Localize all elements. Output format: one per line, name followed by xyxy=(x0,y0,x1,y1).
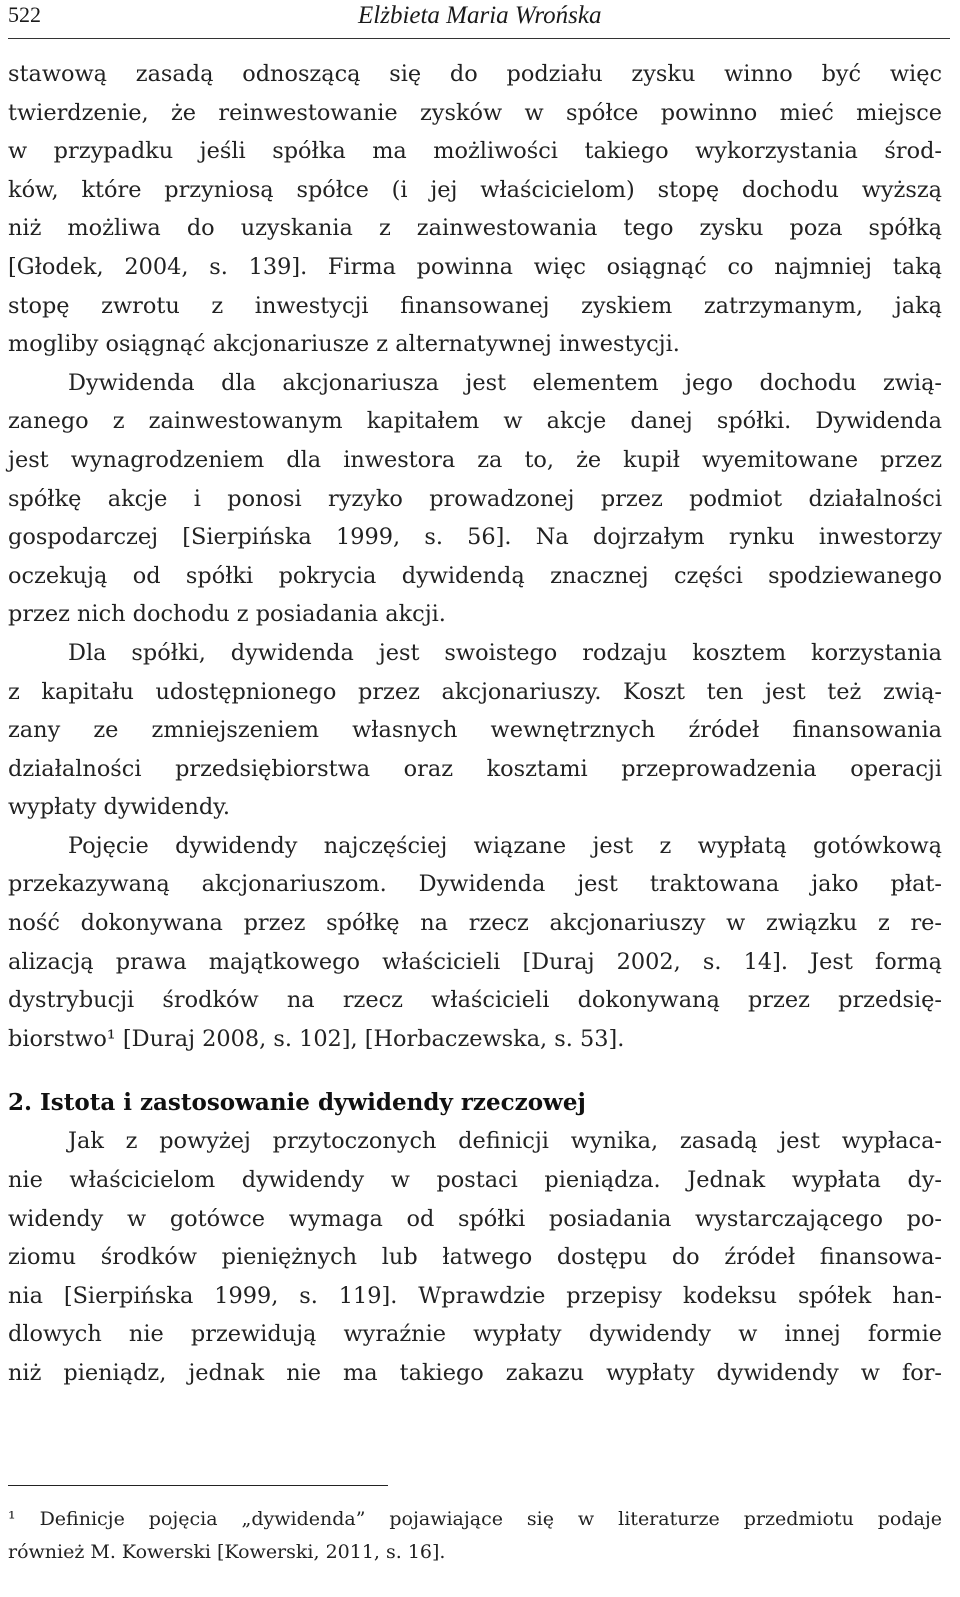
body-text xyxy=(8,55,942,1393)
text-line: Dla spółki, dywidenda jest swoistego rodzaju kosztem korzystania xyxy=(68,639,942,666)
text-line: spółkę akcje i ponosi ryzyko prowadzonej przez podmiot działalności xyxy=(8,485,942,512)
text-line: Dywidenda dla akcjonariusza jest elementem jego dochodu zwią- xyxy=(68,369,942,396)
text-line: działalności przedsiębiorstwa oraz kosztami przeprowadzenia operacji xyxy=(8,755,942,782)
text-line: ziomu środków pieniężnych lub łatwego dostępu do źródeł finansowa- xyxy=(8,1244,942,1271)
text-line: widendy w gotówce wymaga od spółki posiadania wystarczającego po- xyxy=(8,1205,942,1232)
text-line: Jak z powyżej przytoczonych definicji wynika, zasadą jest wypłaca- xyxy=(68,1128,942,1155)
text-line: dlowych nie przewidują wyraźnie wypłaty dywidendy w innej formie xyxy=(8,1321,942,1348)
footnote-line: ¹ Definicje pojęcia „dywidenda” pojawiające się w literaturze przedmiotu podaje xyxy=(8,1508,942,1530)
paragraph xyxy=(8,827,942,1059)
text-line: z kapitału udostępnionego przez akcjonariuszy. Koszt ten jest też zwią- xyxy=(8,678,942,705)
text-line: wypłaty dywidendy. xyxy=(8,794,230,821)
footnote-divider xyxy=(8,1485,388,1486)
paragraph xyxy=(8,55,942,364)
text-line: oczekują od spółki pokrycia dywidendą znacznej części spodziewanego xyxy=(8,562,942,589)
text-line: mogliby osiągnąć akcjonariusze z alternatywnej inwestycji. xyxy=(8,331,680,358)
text-line: w przypadku jeśli spółka ma możliwości takiego wykorzystania środ- xyxy=(8,138,942,165)
footnote xyxy=(8,1503,942,1569)
page-number: 522 xyxy=(8,2,41,27)
text-line: niż pieniądz, jednak nie ma takiego zakazu wypłaty dywidendy w for- xyxy=(8,1360,942,1386)
text-line: alizacją prawa majątkowego właścicieli [Duraj 2002, s. 14]. Jest formą xyxy=(8,948,942,975)
text-line: Pojęcie dywidendy najczęściej wiązane jest z wypłatą gotówkową xyxy=(68,832,942,859)
text-line: [Głodek, 2004, s. 139]. Firma powinna więc osiągnąć co najmniej taką xyxy=(8,253,942,280)
text-line: dystrybucji środków na rzecz właścicieli dokonywaną przez przedsię- xyxy=(8,987,942,1014)
text-line: przez nich dochodu z posiadania akcji. xyxy=(8,601,446,628)
text-line: stawową zasadą odnoszącą się do podziału zysku winno być więc xyxy=(8,61,942,87)
paragraph xyxy=(8,634,942,827)
text-line: nie właścicielom dywidendy w postaci pieniądza. Jednak wypłata dy- xyxy=(8,1167,942,1194)
text-line: ków, które przyniosą spółce (i jej właścicielom) stopę dochodu wyższą xyxy=(8,176,942,203)
text-line: zanego z zainwestowanym kapitałem w akcje danej spółki. Dywidenda xyxy=(8,408,942,435)
text-line: stopę zwrotu z inwestycji finansowanej zyskiem zatrzymanym, jaką xyxy=(8,292,942,319)
text-line: przekazywaną akcjonariuszom. Dywidenda jest traktowana jako płat- xyxy=(8,871,942,898)
text-line: biorstwo¹ [Duraj 2008, s. 102], [Horbaczewska, s. 53]. xyxy=(8,1025,625,1052)
section xyxy=(8,1084,942,1392)
section-heading: 2. Istota i zastosowanie dywidendy rzeczowej xyxy=(8,1089,586,1117)
text-line: jest wynagrodzeniem dla inwestora za to, że kupił wyemitowane przez xyxy=(8,446,942,473)
text-line: zany ze zmniejszeniem własnych wewnętrznych źródeł finansowania xyxy=(8,717,942,744)
text-line: ność dokonywana przez spółkę na rzecz akcjonariuszy w związku z re- xyxy=(8,910,942,937)
running-head: Elżbieta Maria Wrońska xyxy=(358,2,602,29)
text-line: gospodarczej [Sierpińska 1999, s. 56]. Na dojrzałym rynku inwestorzy xyxy=(8,524,942,551)
text-line: nia [Sierpińska 1999, s. 119]. Wprawdzie przepisy kodeksu spółek han- xyxy=(8,1282,942,1309)
paragraph xyxy=(8,364,942,634)
text-line: twierdzenie, że reinwestowanie zysków w spółce powinno mieć miejsce xyxy=(8,99,942,126)
footnote-line: również M. Kowerski [Kowerski, 2011, s. 16]. xyxy=(8,1541,446,1563)
text-line: niż możliwa do uzyskania z zainwestowania tego zysku poza spółką xyxy=(8,215,942,242)
page-header xyxy=(8,0,950,39)
